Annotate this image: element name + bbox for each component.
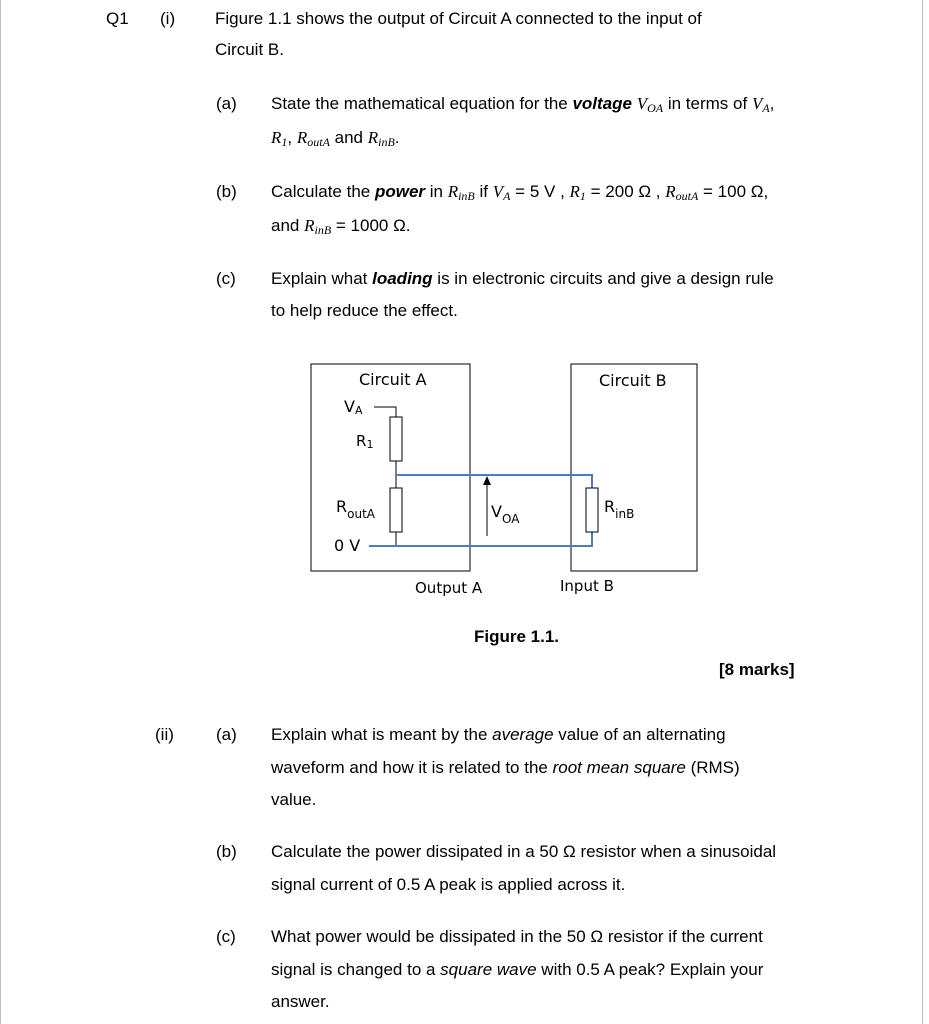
circuit-b-box — [571, 364, 697, 571]
output-top-wire — [396, 475, 592, 488]
part-ii-b-line2: signal current of 0.5 A peak is applied across it. — [271, 875, 626, 894]
part-i-intro-line2: Circuit B. — [215, 40, 284, 59]
r1-label: R1 — [356, 432, 374, 451]
figure-caption: Figure 1.1. — [474, 627, 560, 646]
output-a-label: Output A — [415, 579, 483, 597]
marks-label: [8 marks] — [719, 660, 795, 679]
rinb-resistor — [586, 488, 598, 532]
part-ii-a-line2: waveform and how it is related to the root mean square (RMS) — [271, 758, 740, 777]
input-b-label: Input B — [560, 577, 614, 595]
part-i-b-label: (b) — [216, 182, 237, 201]
voa-label: $V_{OA}$ — [491, 502, 520, 526]
part-i-a-line1: State the mathematical equation for the voltage VOA in terms of VA, — [271, 94, 775, 115]
routa-label: $R_{outA}$ — [336, 497, 375, 521]
part-ii-b-line1: Calculate the power dissipated in a 50 Ω resistor when a sinusoidal — [271, 842, 777, 861]
part-i-label: (i) — [160, 9, 176, 28]
part-i-intro-line1: Figure 1.1 shows the output of Circuit A connected to the input of — [215, 9, 702, 28]
part-i-b-line1: Calculate the power in RinB if VA = 5 V , R1 = 200 Ω , RoutA = 100 Ω, — [271, 182, 769, 203]
part-i-c-line1: Explain what loading is in electronic circuits and give a design rule — [271, 269, 774, 288]
part-ii-c-line2: signal is changed to a square wave with 0.5 A peak? Explain your — [271, 960, 764, 979]
output-bottom-wire — [396, 532, 592, 546]
part-i-c-label: (c) — [216, 269, 236, 288]
question-number: Q1 — [106, 9, 129, 28]
part-i-a-line2: R1, RoutA and RinB. — [271, 128, 400, 149]
rinb-label: $R_{inB}$ — [604, 497, 635, 521]
part-ii-a-line1: Explain what is meant by the average value of an alternating — [271, 725, 726, 744]
part-ii-c-line3: answer. — [271, 992, 330, 1011]
routa-resistor — [390, 488, 402, 532]
circuit-diagram — [300, 355, 710, 605]
r1-resistor — [390, 417, 402, 461]
part-ii-a-label: (a) — [216, 725, 237, 744]
va-wire — [374, 407, 396, 417]
part-i-a-label: (a) — [216, 94, 237, 113]
part-ii-a-line3: value. — [271, 790, 317, 809]
zero-volt-label: 0 V — [334, 536, 361, 555]
part-i-b-line2: and RinB = 1000 Ω. — [271, 216, 411, 237]
part-ii-c-label: (c) — [216, 927, 236, 946]
part-ii-c-line1: What power would be dissipated in the 50 Ω resistor if the current — [271, 927, 763, 946]
part-ii-label: (ii) — [155, 725, 174, 744]
voa-arrowhead — [483, 476, 491, 485]
va-label: VA — [344, 397, 363, 417]
part-ii-b-label: (b) — [216, 842, 237, 861]
circuit-b-label: Circuit B — [599, 371, 667, 390]
part-i-c-line2: to help reduce the effect. — [271, 301, 458, 320]
circuit-a-label: Circuit A — [359, 370, 427, 389]
